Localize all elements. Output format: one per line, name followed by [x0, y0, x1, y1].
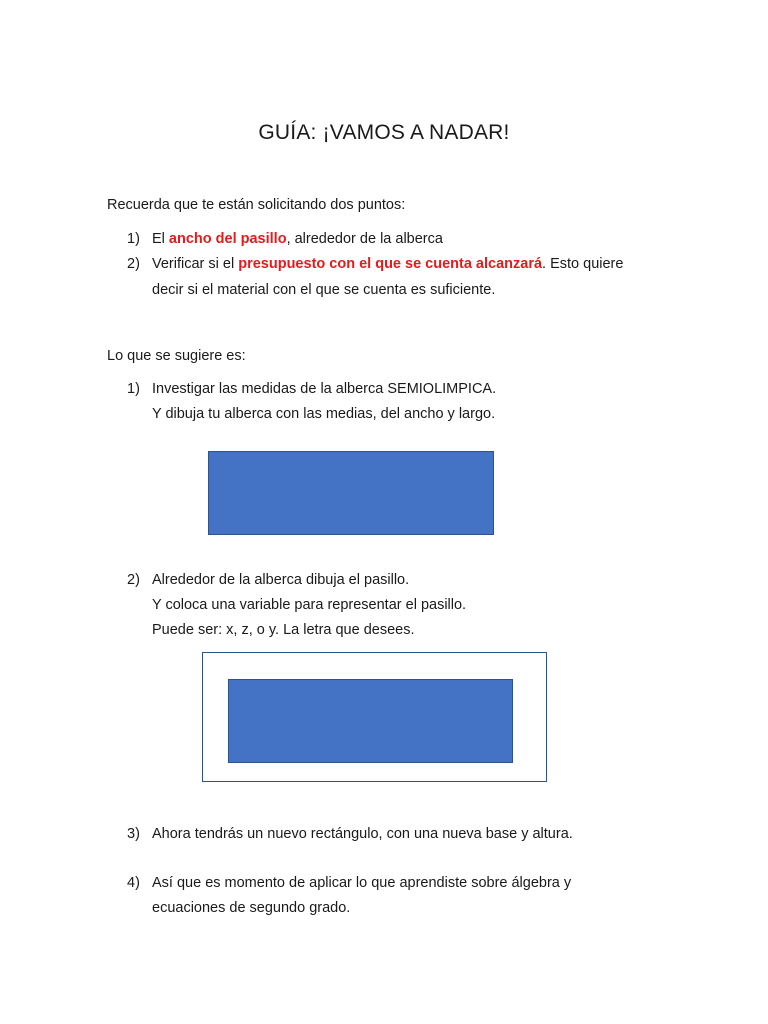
step-2-line-3: Puede ser: x, z, o y. La letra que desees. — [152, 622, 415, 638]
point-1-text — [152, 231, 443, 247]
point-1-post: , alrededor de la alberca — [286, 231, 443, 247]
point-2-number: 2) — [127, 256, 140, 272]
pool-rectangle — [208, 451, 494, 535]
step-4-number: 4) — [127, 875, 140, 891]
point-2-line-2: decir si el material con el que se cuenta es suficiente. — [152, 282, 496, 298]
point-1-number: 1) — [127, 231, 140, 247]
point-1-highlight: ancho del pasillo — [168, 231, 287, 247]
step-2-line-2: Y coloca una variable para representar el pasillo. — [152, 597, 467, 613]
suggest-heading: Lo que se sugiere es: — [107, 348, 246, 364]
step-4-line-1: Así que es momento de aplicar lo que aprendiste sobre álgebra y — [152, 875, 572, 891]
step-1-line-1: Investigar las medidas de la alberca SEMIOLIMPICA. — [152, 381, 497, 397]
step-2-number: 2) — [127, 572, 140, 588]
step-3-number: 3) — [127, 826, 140, 842]
point-2-pre: Verificar si el — [152, 256, 239, 272]
point-2-highlight: presupuesto con el que se cuenta alcanzará — [238, 256, 543, 272]
pool-rectangle-inner — [228, 679, 513, 763]
step-1-line-2: Y dibuja tu alberca con las medias, del ancho y largo. — [152, 406, 496, 422]
page-title: GUÍA: ¡VAMOS A NADAR! — [258, 121, 510, 144]
step-4-line-2: ecuaciones de segundo grado. — [152, 900, 351, 916]
point-1-pre: El — [152, 231, 169, 247]
point-2-text — [152, 256, 623, 272]
step-3-line-1: Ahora tendrás un nuevo rectángulo, con una nueva base y altura. — [152, 826, 573, 842]
step-2-line-1: Alrededor de la alberca dibuja el pasillo. — [152, 572, 410, 588]
point-2-post: . Esto quiere — [542, 256, 624, 272]
step-1-number: 1) — [127, 381, 140, 397]
intro-text: Recuerda que te están solicitando dos puntos: — [107, 197, 406, 213]
